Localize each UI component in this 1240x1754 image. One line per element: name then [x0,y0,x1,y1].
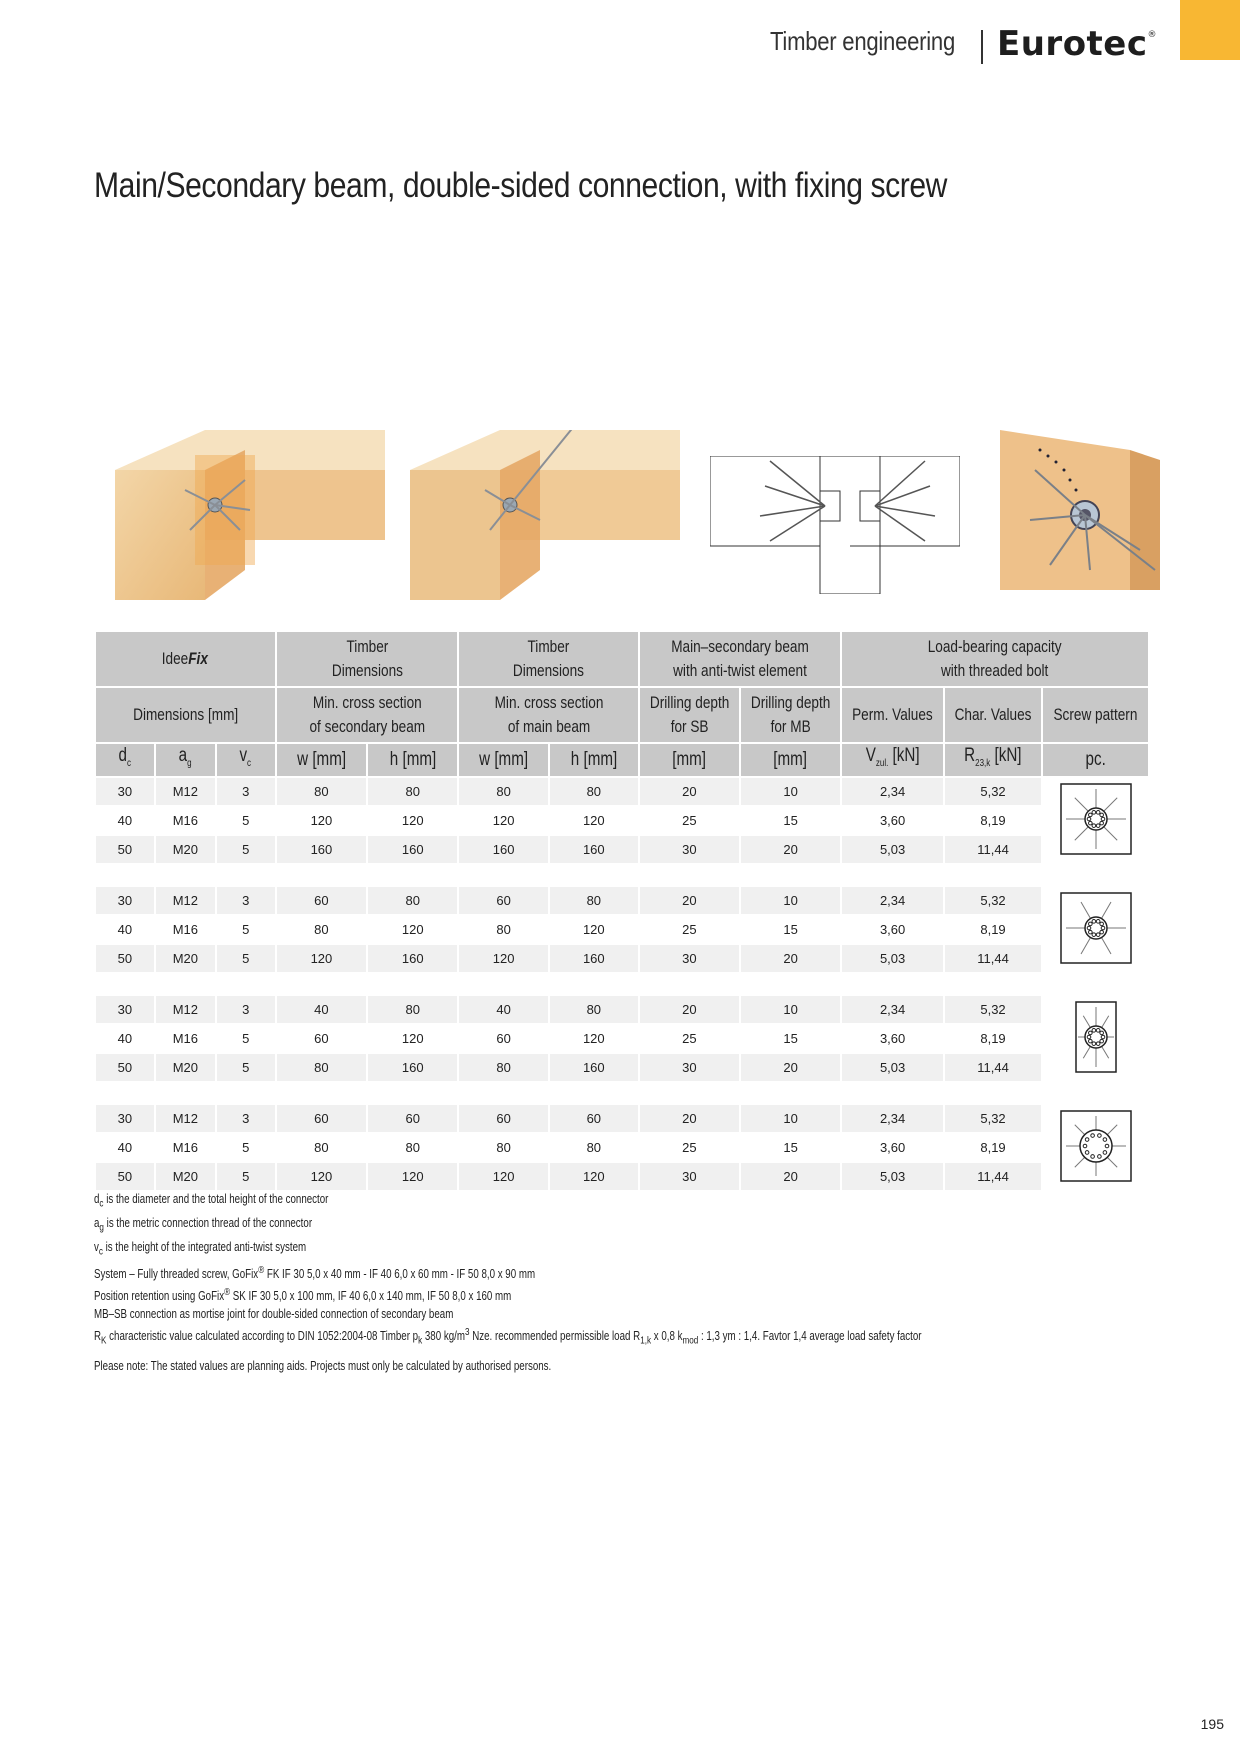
table-cell: 30 [640,945,739,972]
sub-header-row [96,688,1148,742]
table-cell: 80 [277,916,367,943]
header-drill-mb-unit: [mm] [741,744,840,776]
table-cell: 120 [550,807,638,834]
header-w-mb: w [mm] [459,744,548,776]
table-row [96,1134,1148,1161]
table-cell: M20 [156,1163,215,1190]
header-perm-values: Perm. Values [842,688,943,742]
table-cell: 11,44 [945,1163,1041,1190]
table-cell: 15 [741,916,840,943]
header-timber-mb: Timber Dimensions [459,632,637,686]
table-row [96,887,1148,914]
table-cell: 5,03 [842,1163,943,1190]
table-cell: 120 [550,1025,638,1052]
table-cell: 60 [550,1105,638,1132]
header-vc: $v_c$ [217,744,275,776]
header-h-mb: h [mm] [550,744,638,776]
table-cell: 10 [741,778,840,805]
table-cell: 11,44 [945,1054,1041,1081]
table-cell: 20 [640,887,739,914]
table-cell: 8,19 [945,807,1041,834]
eurotec-logo [997,24,1157,64]
logo-registered-mark: ® [1147,30,1158,40]
illustration-beam-connection-1 [115,430,385,600]
table-row [96,836,1148,863]
table-cell: 50 [96,1163,154,1190]
table-cell: 8,19 [945,916,1041,943]
table-cell: 80 [368,996,457,1023]
table-cell: 11,44 [945,945,1041,972]
table-cell: M12 [156,1105,215,1132]
table-cell: 3 [217,887,275,914]
table-cell: 160 [277,836,367,863]
table-cell: M12 [156,996,215,1023]
table-row [96,1163,1148,1190]
table-cell: 3,60 [842,1025,943,1052]
group-spacer [96,865,1148,885]
table-cell: 20 [640,1105,739,1132]
header-ag: $a_g$ [156,744,215,776]
header-perm-unit: $V_{zul.}$ [kN] [842,744,943,776]
table-cell: 30 [96,887,154,914]
table-cell: 30 [96,778,154,805]
header-h-sb: h [mm] [368,744,457,776]
table-cell: 8,19 [945,1134,1041,1161]
table-cell: 5,03 [842,1054,943,1081]
table-cell: 30 [640,836,739,863]
table-row [96,945,1148,972]
pattern-square-8-icon [1043,778,1148,863]
header-drill-mb: Drilling depth for MB [741,688,840,742]
table-cell: 60 [459,887,548,914]
note-rk: $R_K$ characteristic value calculated according to DIN 1052:2004-08 Timber $p_k$ 380 $kg/m^3$ Nze. recommended permissible load $R_{1,k}$ x 0,8 $k_{mod}$ : 1,3 ym : 1,4. Favtor 1,4 average load safety factor [94,1326,922,1347]
table-cell: 160 [368,1054,457,1081]
table-cell: 20 [741,945,840,972]
table-cell: 2,34 [842,1105,943,1132]
table-cell: M20 [156,836,215,863]
table-row [96,778,1148,805]
header-min-mb: Min. cross section of main beam [459,688,637,742]
table-cell: M20 [156,1054,215,1081]
table-cell: 2,34 [842,996,943,1023]
table-cell: 80 [277,1054,367,1081]
table-cell: 5 [217,1025,275,1052]
header-char-unit: $R_{23,k}$ [kN] [945,744,1041,776]
unit-header-row [96,744,1148,776]
table-cell: 60 [368,1105,457,1132]
section-tab [1180,0,1240,60]
table-cell: 3,60 [842,1134,943,1161]
table-cell: M20 [156,945,215,972]
table-cell: 120 [459,807,548,834]
header-load-capacity: Load-bearing capacity with threaded bolt [842,632,1148,686]
table-cell: 40 [96,807,154,834]
table-cell: 10 [741,1105,840,1132]
illustration-section-drawing [710,456,960,594]
group-spacer [96,1083,1148,1103]
table-cell: 120 [368,807,457,834]
table-body [96,778,1148,1190]
note-mb-sb: MB–SB connection as mortise joint for double-sided connection of secondary beam [94,1307,454,1322]
header-timber-sb: Timber Dimensions [277,632,458,686]
note-disclaimer: Please note: The stated values are planning aids. Projects must only be calculated by authorised persons. [94,1358,552,1373]
table-cell: 160 [368,945,457,972]
note-ag: $a_g$ is the metric connection thread of the connector [94,1216,313,1234]
table-cell: 20 [741,1054,840,1081]
table-cell: 25 [640,1134,739,1161]
table-cell: 3 [217,1105,275,1132]
table-row [96,807,1148,834]
table-cell: 30 [96,1105,154,1132]
table-cell: M12 [156,887,215,914]
header-divider [981,30,983,64]
table-row [96,1105,1148,1132]
header-product: IdeeFix [96,632,275,686]
table-cell: 80 [368,1134,457,1161]
table-cell: 80 [277,778,367,805]
table-cell: 80 [368,887,457,914]
table-cell: 80 [459,1054,548,1081]
table-row [96,1054,1148,1081]
table-cell: 50 [96,945,154,972]
table-cell: 5,32 [945,996,1041,1023]
table-cell: 60 [277,1105,367,1132]
page-number: 195 [1200,1716,1224,1732]
table-cell: 2,34 [842,887,943,914]
table-cell: 120 [550,1163,638,1190]
header-dimensions: Dimensions [mm] [96,688,275,742]
header-anti-twist: Main–secondary beam with anti-twist element [640,632,840,686]
table-cell: 3,60 [842,916,943,943]
note-vc: $v_c$ is the height of the integrated anti-twist system [94,1240,307,1258]
table-cell: 5 [217,836,275,863]
table-cell: 30 [640,1054,739,1081]
header-pattern-unit: pc. [1043,744,1148,776]
table-cell: 160 [550,836,638,863]
page-title: Main/Secondary beam, double-sided connection, with fixing screw [94,166,947,205]
table-cell: M12 [156,778,215,805]
table-cell: 50 [96,836,154,863]
table-cell: 120 [459,945,548,972]
footnotes [94,1190,922,1375]
table-row [96,916,1148,943]
table-cell: 10 [741,996,840,1023]
table-cell: 15 [741,807,840,834]
table-cell: 20 [741,836,840,863]
table-cell: 60 [277,1025,367,1052]
table-cell: 11,44 [945,836,1041,863]
table-cell: 80 [550,887,638,914]
table-cell: 3,60 [842,807,943,834]
table-cell: 120 [277,945,367,972]
table-cell: 40 [96,916,154,943]
logo-text: Eurotec [997,24,1148,64]
section-title: Timber engineering [770,26,956,56]
table-cell: 25 [640,916,739,943]
table-cell: 5 [217,807,275,834]
table-cell: 40 [96,1134,154,1161]
group-spacer [96,974,1148,994]
table-cell: 20 [640,778,739,805]
table-cell: M16 [156,916,215,943]
table-row [96,996,1148,1023]
table-cell: 80 [368,778,457,805]
table-cell: 160 [550,1054,638,1081]
table-cell: 10 [741,887,840,914]
table-cell: 5,32 [945,778,1041,805]
table-cell: 3 [217,996,275,1023]
table-cell: 120 [368,916,457,943]
table-cell: 60 [459,1105,548,1132]
table-cell: 40 [459,996,548,1023]
note-position: Position retention using GoFix® SK IF 30 5,0 x 100 mm, IF 40 6,0 x 140 mm, IF 50 8,0 x 160 mm [94,1286,512,1303]
table-cell: 5 [217,916,275,943]
header-drill-sb: Drilling depth for SB [640,688,739,742]
table-cell: 160 [459,836,548,863]
table-cell: 160 [368,836,457,863]
pattern-square-x-icon [1043,1105,1148,1190]
note-dc: $d_c$ is the diameter and the total height of the connector [94,1192,329,1210]
pattern-square-6-icon [1043,887,1148,972]
table-cell: 5,03 [842,836,943,863]
table-cell: 30 [640,1163,739,1190]
table-cell: 60 [459,1025,548,1052]
table-cell: 15 [741,1025,840,1052]
table-cell: 5 [217,1054,275,1081]
table-cell: 5,03 [842,945,943,972]
table-cell: 80 [459,916,548,943]
table-cell: 2,34 [842,778,943,805]
table-cell: 15 [741,1134,840,1161]
table-cell: 120 [368,1163,457,1190]
table-cell: M16 [156,1025,215,1052]
header-min-sb: Min. cross section of secondary beam [277,688,458,742]
table-cell: 80 [459,1134,548,1161]
table-cell: 80 [550,778,638,805]
table-cell: 5,32 [945,1105,1041,1132]
table-cell: 120 [459,1163,548,1190]
table-cell: 20 [640,996,739,1023]
header-char-values: Char. Values [945,688,1041,742]
table-cell: 25 [640,807,739,834]
header-dc: $d_c$ [96,744,154,776]
table-cell: 120 [550,916,638,943]
illustration-connector-closeup [1000,430,1160,590]
table-cell: 80 [459,778,548,805]
table-cell: 25 [640,1025,739,1052]
group-header-row [96,632,1148,686]
table-cell: 120 [277,1163,367,1190]
table-cell: 5,32 [945,887,1041,914]
table-cell: M16 [156,807,215,834]
table-cell: 60 [277,887,367,914]
illustration-beam-connection-2 [410,430,680,600]
table-cell: 3 [217,778,275,805]
header-w-sb: w [mm] [277,744,367,776]
table-row [96,1025,1148,1052]
table-cell: 80 [550,996,638,1023]
table-cell: 40 [96,1025,154,1052]
specification-table [94,630,1150,1192]
table-cell: 50 [96,1054,154,1081]
table-cell: 30 [96,996,154,1023]
table-cell: 8,19 [945,1025,1041,1052]
table-cell: 160 [550,945,638,972]
table-cell: 5 [217,1134,275,1161]
header-drill-sb-unit: [mm] [640,744,739,776]
note-system: System – Fully threaded screw, GoFix® FK IF 30 5,0 x 40 mm - IF 40 6,0 x 60 mm - IF 50 8,0 x 90 mm [94,1265,536,1282]
table-cell: 120 [368,1025,457,1052]
table-cell: M16 [156,1134,215,1161]
table-cell: 80 [277,1134,367,1161]
table-cell: 120 [277,807,367,834]
table-cell: 5 [217,1163,275,1190]
table-cell: 5 [217,945,275,972]
table-cell: 20 [741,1163,840,1190]
table-cell: 40 [277,996,367,1023]
header-screw-pattern: Screw pattern [1043,688,1148,742]
pattern-tall-icon [1043,996,1148,1081]
table-cell: 80 [550,1134,638,1161]
